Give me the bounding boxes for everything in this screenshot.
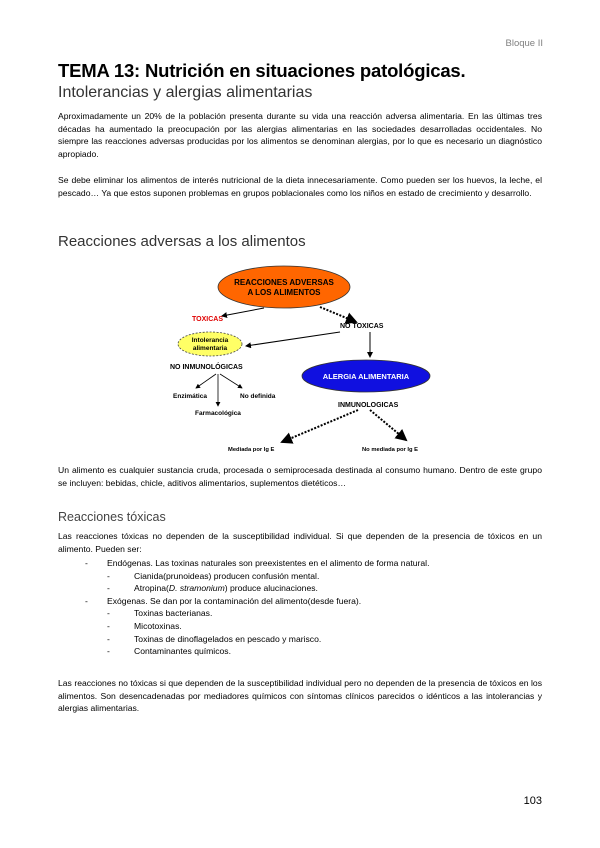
label-farmacologica: Farmacológica	[195, 410, 241, 417]
label-no-inmunologicas: NO INMUNOLÓGICAS	[170, 364, 243, 371]
intro-paragraph-2: Se debe eliminar los alimentos de interés nutricional de la dieta innecesariamente. Como pueden ser los huevos, la leche, el pescado… Ya que estos suponen problemas en grupos poblacionales como los niños en estado de crecimiento y desarrollo.	[58, 175, 542, 198]
page-subtitle: Intolerancias y alergias alimentarias	[58, 84, 313, 101]
toxic-intro: Las reacciones tóxicas no dependen de la susceptibilidad individual. Si que dependen de la presencia de tóxicos en un alimento. Pueden ser:	[58, 531, 542, 554]
label-no-definida: No definida	[240, 393, 276, 400]
arrow-no-toxicas	[320, 307, 356, 322]
page-number: 103	[523, 795, 542, 807]
list-item: - Toxinas de dinoflagelados en pescado y marisco.	[107, 633, 429, 646]
root-label-2: A LOS ALIMENTOS	[247, 288, 321, 297]
label-no-mediada: No mediada por Ig E	[362, 447, 419, 453]
list-item: - Micotoxinas.	[107, 620, 429, 633]
endogenas-label: Endógenas. Las toxinas naturales son preexistentes en el alimento de forma natural.	[107, 558, 430, 568]
block-label: Bloque II	[505, 38, 543, 49]
section-heading-adverse-reactions: Reacciones adversas a los alimentos	[58, 233, 306, 250]
section-heading-toxic-reactions: Reacciones tóxicas	[58, 510, 166, 524]
label-inmunologicas: INMUNOLOGICAS	[338, 402, 399, 409]
intolerancia-node	[178, 332, 242, 356]
non-toxic-paragraph: Las reacciones no tóxicas si que dependen de la susceptibilidad individual pero no dependen de la presencia de tóxicos en los alimentos. Son desencadenadas por mediadores químicos con síntomas clínicos parecidos o idénticos a las intolerancias y alergias alimentarias.	[58, 678, 542, 714]
arrow-mediada	[282, 410, 358, 442]
list-item: - Toxinas bacterianas.	[107, 607, 429, 620]
toxic-types-list	[85, 557, 429, 658]
list-item	[107, 582, 429, 595]
list-item-exogenas	[85, 595, 429, 658]
page-title: TEMA 13: Nutrición en situaciones patológicas.	[58, 60, 466, 81]
atropina-post: ) produce alucinaciones.	[224, 583, 318, 594]
root-node	[218, 266, 350, 308]
arrow-to-intolerancia	[246, 332, 340, 346]
adverse-reactions-diagram	[160, 262, 460, 462]
atropina-species: D. stramonium	[168, 583, 225, 594]
label-mediada: Mediada por Ig E	[228, 447, 275, 453]
arrow-enzimatica	[196, 374, 216, 388]
label-no-toxicas: NO TOXICAS	[340, 323, 384, 330]
root-label-1: REACCIONES ADVERSAS	[234, 278, 334, 287]
exogenas-sublist	[107, 607, 429, 657]
endogenas-sublist	[107, 570, 429, 595]
intolerancia-label-2: alimentaria	[192, 345, 228, 352]
list-item: - Contaminantes químicos.	[107, 645, 429, 658]
list-item-endogenas	[85, 557, 429, 595]
arrow-toxicas	[222, 308, 264, 316]
arrow-no-definida	[220, 374, 242, 388]
atropina-pre: Atropina(	[134, 583, 169, 594]
intro-paragraph-1: Aproximadamente un 20% de la población presenta durante su vida una reacción adversa alimentaria. En las últimas tres décadas ha aumentado la preocupación por las alergias alimentarias en las sociedades desarrolladas occidentales. No siempre las reacciones adversas producidas por los alimentos se denominan alergias, por lo que es necesario un diagnóstico apropiado.	[58, 111, 542, 159]
list-item: - Cianida(prunoideas) producen confusión mental.	[107, 570, 429, 583]
alergia-label: ALERGIA ALIMENTARIA	[322, 372, 410, 381]
exogenas-label: Exógenas. Se dan por la contaminación del alimento(desde fuera).	[107, 595, 362, 606]
food-definition: Un alimento es cualquier sustancia cruda, procesada o semiprocesada destinada al consumo humano. Dentro de este grupo se incluyen: bebidas, chicle, aditivos alimentarios, suplementos dietéticos…	[58, 465, 542, 488]
label-toxicas: TOXICAS	[192, 316, 223, 323]
arrow-no-mediada	[370, 410, 406, 440]
intolerancia-label-1: Intolerancia	[191, 337, 229, 344]
label-enzimatica: Enzimática	[173, 393, 207, 400]
